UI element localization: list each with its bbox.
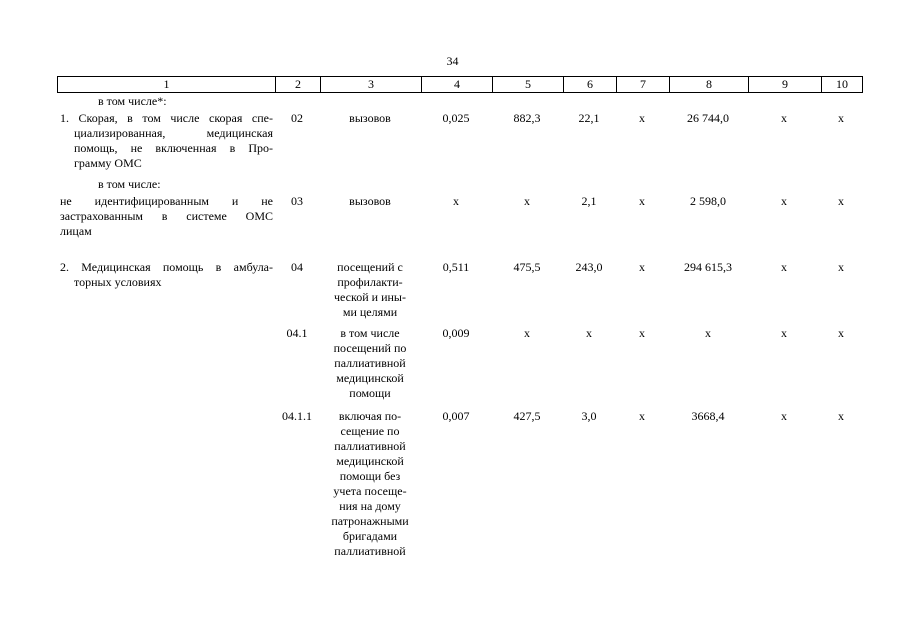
page-number: 34 (446, 54, 459, 68)
table-row-label: не идентифицированным и не застрахованным в системе ОМС лицам (60, 194, 273, 238)
row-value-8: х (705, 326, 711, 340)
row-unit: в том числе посещений по паллиативной медицинской помощи (333, 326, 407, 400)
row-value-5: х (524, 326, 530, 340)
header-col-3: 3 (321, 77, 422, 92)
row-unit: вызовов (349, 111, 391, 125)
row-value-7: х (639, 194, 645, 208)
row-value-6: 2,1 (581, 194, 597, 208)
row-value-4: 0,009 (442, 326, 470, 340)
row-value-4: 0,511 (442, 260, 470, 274)
row-value-6: х (586, 326, 592, 340)
row-value-5: 427,5 (513, 409, 541, 423)
row-value-5: 882,3 (513, 111, 541, 125)
row-value-7: х (639, 260, 645, 274)
row-value-5: 475,5 (513, 260, 541, 274)
row-value-9: х (781, 409, 787, 423)
header-col-4: 4 (422, 77, 493, 92)
row-code: 04 (291, 260, 303, 274)
header-col-1: 1 (58, 77, 276, 92)
row-value-10: х (838, 260, 844, 274)
row-value-8: 3668,4 (691, 409, 725, 423)
row-value-7: х (639, 326, 645, 340)
row-code: 04.1.1 (282, 409, 312, 423)
header-col-9: 9 (749, 77, 822, 92)
row-value-6: 3,0 (581, 409, 597, 423)
row-value-9: х (781, 260, 787, 274)
table-row-label: в том числе: (98, 177, 161, 191)
row-value-8: 294 615,3 (684, 260, 732, 274)
row-value-4: 0,007 (442, 409, 470, 423)
row-unit: вызовов (349, 194, 391, 208)
header-col-6: 6 (564, 77, 617, 92)
row-code: 03 (291, 194, 303, 208)
row-unit: включая по- сещение по паллиативной медицинской помощи без учета посеще- ния на дому патронажными бригадами паллиативной (331, 409, 409, 558)
row-value-9: х (781, 111, 787, 125)
header-col-8: 8 (670, 77, 749, 92)
table-row-label: 1. Скорая, в том числе скорая спе- циализированная, медицинская помощь, не включенная в Про- грамму ОМС (60, 111, 273, 170)
row-unit: посещений с профилакти- ческой и ины- ми целями (334, 260, 406, 319)
header-col-7: 7 (617, 77, 670, 92)
row-value-10: х (838, 111, 844, 125)
row-value-5: х (524, 194, 530, 208)
row-value-10: х (838, 409, 844, 423)
row-value-9: х (781, 326, 787, 340)
row-code: 02 (291, 111, 303, 125)
row-value-6: 243,0 (575, 260, 603, 274)
header-col-2: 2 (276, 77, 321, 92)
row-value-7: х (639, 111, 645, 125)
table-row-label: 2. Медицинская помощь в амбула- торных условиях (60, 260, 273, 289)
row-value-4: х (453, 194, 459, 208)
table-header-row (57, 76, 863, 93)
row-value-4: 0,025 (442, 111, 470, 125)
row-value-10: х (838, 194, 844, 208)
row-value-8: 26 744,0 (687, 111, 729, 125)
header-col-5: 5 (493, 77, 564, 92)
table-row-label: в том числе*: (98, 94, 167, 108)
row-code: 04.1 (286, 326, 308, 340)
row-value-9: х (781, 194, 787, 208)
row-value-6: 22,1 (578, 111, 600, 125)
row-value-8: 2 598,0 (690, 194, 726, 208)
row-value-7: х (639, 409, 645, 423)
header-col-10: 10 (836, 77, 848, 91)
row-value-10: х (838, 326, 844, 340)
